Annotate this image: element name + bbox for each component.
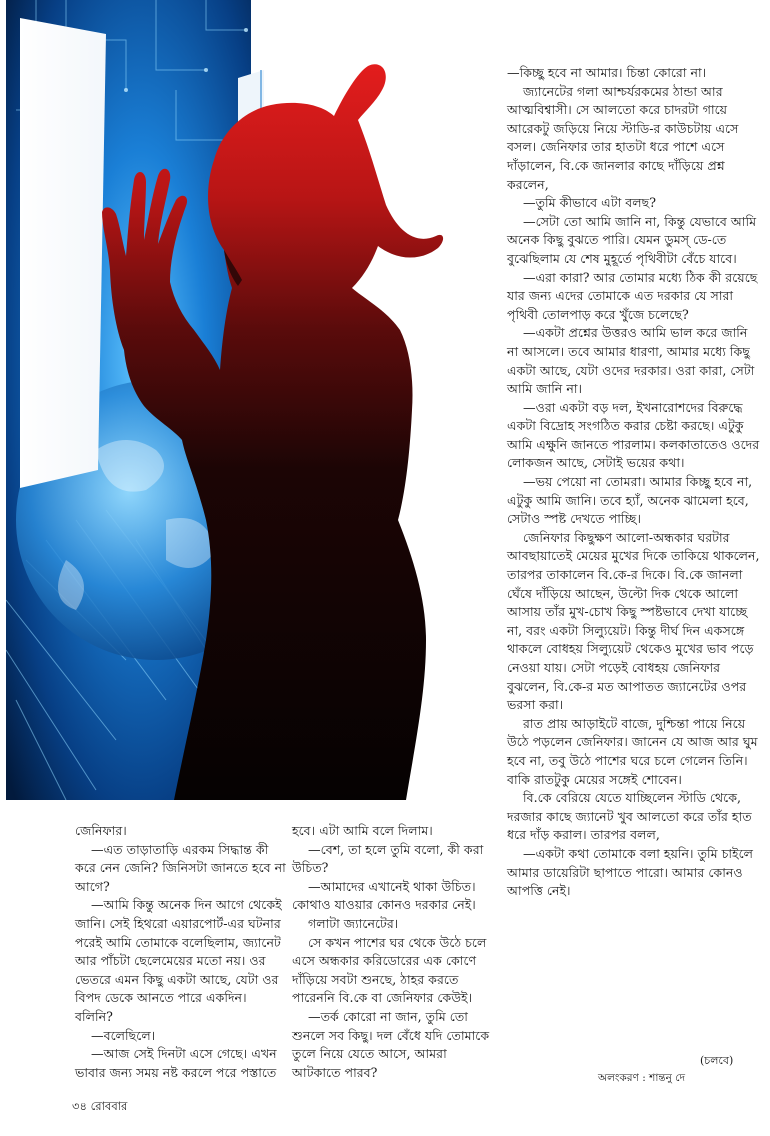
paragraph: —আজ সেই দিনটা এসে গেছে। এখন ভাবার জন্য সময় নষ্ট করলে পরে পস্তাতে bbox=[75, 1046, 277, 1080]
story-illustration bbox=[6, 0, 500, 800]
page-folio: ৩৪ রোববার bbox=[72, 1099, 128, 1113]
silhouette-illustration bbox=[6, 0, 500, 800]
paragraph: —একটা প্রশ্নের উত্তরও আমি ভাল করে জানি না আসলে। তবে আমার ধারণা, আমার মধ্যে কিছু একটা আছে, যেটা ওদের দরকার। ওরা কারা, সেটা আমি জানি না। bbox=[507, 325, 755, 397]
paragraph: —বলেছিলে। bbox=[91, 1027, 156, 1043]
paragraph: —এত তাড়াতাড়ি এরকম সিদ্ধান্ত কী করে নেন জেনি? জিনিসটা জানতে হবে না আগে? bbox=[75, 841, 286, 894]
right-text-column bbox=[507, 64, 760, 901]
paragraph: জেনিফার কিছুক্ষণ আলো-অন্ধকার ঘরটার আবছায়াতেই মেয়ের মুখের দিকে তাকিয়ে থাকলেন, তারপর তাকালেন বি.কে-র দিকে। বি.কে জানলা ঘেঁষে দাঁড়িয়ে আছেন, উল্টো দিক থেকে আলো আসায় তাঁর মুখ-চোখ কিছু স্পষ্টভাবে দেখা যাচ্ছে না, বরং একটা সিল্যুয়েট। কিন্তু দীর্ঘ দিন একসঙ্গে থাকলে বোধহয় সিল্যুয়েট থেকেও মুখের ভাব পড়ে নেওয়া যায়। সেটা পড়েই বোধহয় জেনিফার বুঝলেন, বি.কে-র মত আপাতত জ্যানেটের ওপর ভরসা করা। bbox=[507, 529, 760, 713]
paragraph: —তর্ক কোরো না জান, তুমি তো শুনলে সব কিছু। দল বেঁধে যদি তোমাকে তুলে নিয়ে যেতে আসে, আমরা আটকাতে পারব? bbox=[292, 1008, 490, 1080]
paragraph: —ভয় পেয়ো না তোমরা। আমার কিচ্ছু হবে না, এটুকু আমি জানি। তবে হ্যাঁ, অনেক ঝামেলা হবে, সেটাও স্পষ্ট দেখতে পাচ্ছি। bbox=[507, 474, 753, 527]
continued-note: (চলবে) bbox=[700, 1054, 734, 1067]
paragraph: —সেটা তো আমি জানি না, কিন্তু যেভাবে আমি অনেক কিছু বুঝতে পারি। যেমন ডুমস্‌ ডে-তে বুঝেছিলাম যে শেষ মুহূর্তে পৃথিবীটা বেঁচে যাবে। bbox=[507, 213, 757, 266]
paragraph: —বেশ, তা হলে তুমি বলো, কী করা উচিত? bbox=[292, 841, 484, 876]
paragraph: —আমাদের এখানেই থাকা উচিত। কোথাও যাওয়ার কোনও দরকার নেই। bbox=[292, 878, 476, 913]
paragraph: জেনিফার। bbox=[75, 823, 127, 838]
paragraph: —এরা কারা? আর তোমার মধ্যে ঠিক কী রয়েছে যার জন্য এদের তোমাকে এত দরকার যে সারা পৃথিবী তোলপাড় করে খুঁজে চলেছে? bbox=[507, 269, 758, 322]
paragraph: —আমি কিন্তু অনেক দিন আগে থেকেই জানি। সেই হিথরো এয়ারপোর্ট-এর ঘটনার পরেই আমি তোমাকে বলেছিলাম, জ্যানেট আর পাঁচটা ছেলেমেয়ের মতো নয়। ওর ভেতরে এমন কিছু একটা আছে, যেটা ওর বিপদ ডেকে আনতে পারে একদিন। বলিনি? bbox=[75, 897, 282, 1024]
paragraph: বি.কে বেরিয়ে যেতে যাচ্ছিলেন স্টাডি থেকে, দরজার কাছে জ্যানেট খুব আলতো করে তাঁর হাত ধরে দাঁড় করাল। তারপর বলল, bbox=[507, 790, 752, 843]
paragraph: হবে। এটা আমি বলে দিলাম। bbox=[292, 823, 433, 838]
window-light-left bbox=[20, 18, 106, 488]
paragraph: —ওরা একটা বড় দল, ইখনারোশদের বিরুদ্ধে একটা বিদ্রোহ সংগঠিত করার চেষ্টা করছে। এটুকু আমি এক্ষুনি জানতে পারলাম। কলকাতাতেও ওদের লোকজন আছে, সেটাই ভয়ের কথা। bbox=[507, 399, 760, 471]
paragraph: —তুমি কীভাবে এটা বলছ? bbox=[523, 195, 657, 211]
illustration-credit: অলংকরণ : শান্তনু দে bbox=[598, 1072, 685, 1084]
bottom-left-text-column bbox=[75, 822, 287, 1082]
bottom-middle-text-column bbox=[292, 822, 498, 1082]
paragraph: —একটা কথা তোমাকে বলা হয়নি। তুমি চাইলে আমার ডায়েরিটা ছাপাতে পারো। আমার কোনও আপত্তি নেই। bbox=[507, 845, 754, 899]
paragraph: রাত প্রায় আড়াইটে বাজে, দুশ্চিন্তা পায়ে নিয়ে উঠে পড়লেন জেনিফার। জানেন যে আজ আর ঘুম হবে না, তবু উঠে পাশের ঘরে চলে গেলেন তিনি। বাকি রাতটুকু মেয়ের সঙ্গেই শোবেন। bbox=[507, 715, 758, 787]
paragraph: —কিচ্ছু হবে না আমার। চিন্তা কোরো না। bbox=[507, 65, 707, 80]
paragraph: গলাটা জ্যানেটের। bbox=[308, 915, 399, 931]
paragraph: জ্যানেটের গলা আশ্চর্যরকমের ঠান্ডা আর আত্মবিশ্বাসী। সে আলতো করে চাদরটা গায়ে আরেকটু জড়িয়ে নিয়ে স্টাডি-র কাউচটায় এসে বসল। জেনিফার তার হাতটা ধরে পাশে এসে দাঁড়ালেন, বি.কে জানলার কাছে দাঁড়িয়ে প্রশ্ন করলেন, bbox=[507, 83, 739, 192]
paragraph: সে কখন পাশের ঘর থেকে উঠে চলে এসে অন্ধকার করিডোরের এক কোণে দাঁড়িয়ে সবটা শুনছে, ঠাহর করতে পারেননি বি.কে বা জেনিফার কেউই। bbox=[292, 934, 487, 1006]
